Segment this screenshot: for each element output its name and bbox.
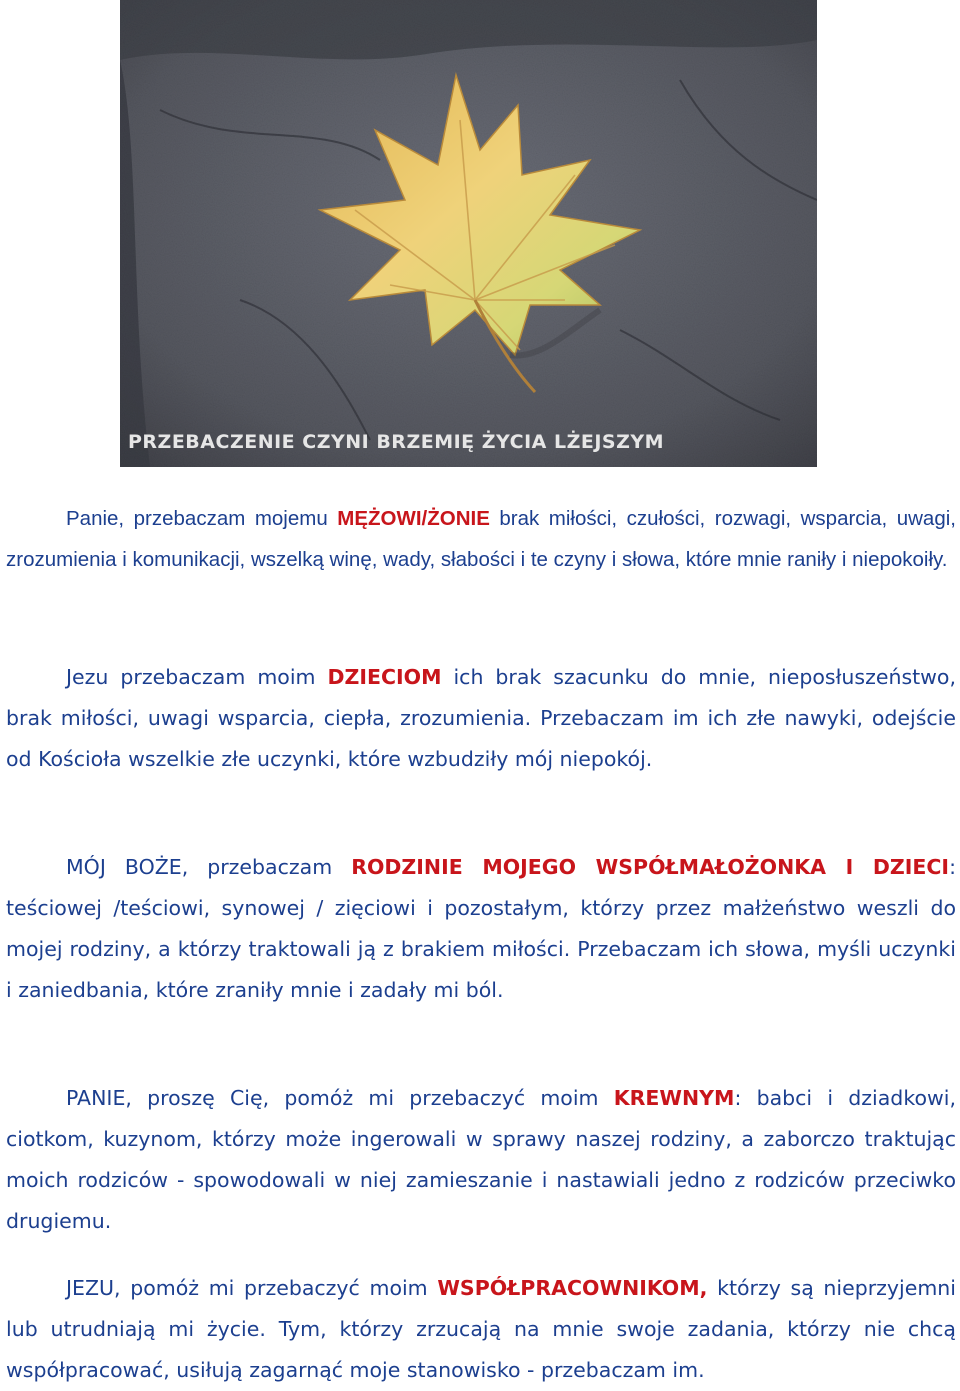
paragraph-children <box>6 657 956 780</box>
paragraph-text: brak miłości, czułości, rozwagi, wsparcia, uwagi, zrozumienia i komunikacji, wszelką winę, wady, słabości i te czyny i słowa, które mnie raniły i niepokoiły. <box>6 507 956 571</box>
emphasis-coworkers: WSPÓŁPRACOWNIKOM, <box>437 1276 708 1300</box>
photo-caption: PRZEBACZENIE CZYNI BRZEMIĘ ŻYCIA LŻEJSZYM <box>128 431 665 453</box>
paragraph-text: Jezu przebaczam moim <box>66 665 328 689</box>
paragraph-text: : babci i dziadkowi, ciotkom, kuzynom, którzy może ingerowali w sprawy naszej rodziny, a zaborczo traktując moich rodziców - spowodowali w niej zamieszanie i nastawiali jedno z rodziców przeciwko drugiemu. <box>6 1086 956 1233</box>
leaf-photo <box>120 0 817 467</box>
emphasis-in-laws: RODZINIE MOJEGO WSPÓŁMAŁOŻONKA I DZIECI <box>351 855 950 879</box>
emphasis-children: DZIECIOM <box>327 665 442 689</box>
paragraph-text: MÓJ BOŻE, przebaczam <box>66 855 352 879</box>
paragraph-coworkers <box>6 1268 956 1391</box>
paragraph-text: JEZU, pomóż mi przebaczyć moim <box>66 1276 438 1300</box>
paragraph-in-laws <box>6 847 956 1011</box>
paragraph-relatives <box>6 1078 956 1242</box>
paragraph-text: ich brak szacunku do mnie, nieposłuszeństwo, brak miłości, uwagi wsparcia, ciepła, zrozumienia. Przebaczam im ich złe nawyki, odejście od Kościoła wszelkie złe uczynki, które wzbudziły mój niepokój. <box>6 665 956 771</box>
paragraph-text: : teściowej /teściowi, synowej / zięciowi i pozostałym, którzy przez małżeństwo weszli do mojej rodziny, a którzy traktowali ją z brakiem miłości. Przebaczam ich słowa, myśli uczynki i zaniedbania, które zraniły mnie i zadały mi ból. <box>6 855 956 1002</box>
paragraph-text: PANIE, proszę Cię, pomóż mi przebaczyć moim <box>66 1086 614 1110</box>
emphasis-spouse: MĘŻOWI/ŻONIE <box>337 507 490 530</box>
paragraph-text: Panie, przebaczam mojemu <box>66 507 338 530</box>
paragraph-text: którzy są nieprzyjemni lub utrudniają mi życie. Tym, którzy zrzucają na mnie swoje zadania, którzy nie chcą współpracować, usiłują zagarnąć moje stanowisko - przebaczam im. <box>6 1276 956 1382</box>
paragraph-spouse <box>6 498 956 580</box>
emphasis-relatives: KREWNYM <box>613 1086 735 1110</box>
